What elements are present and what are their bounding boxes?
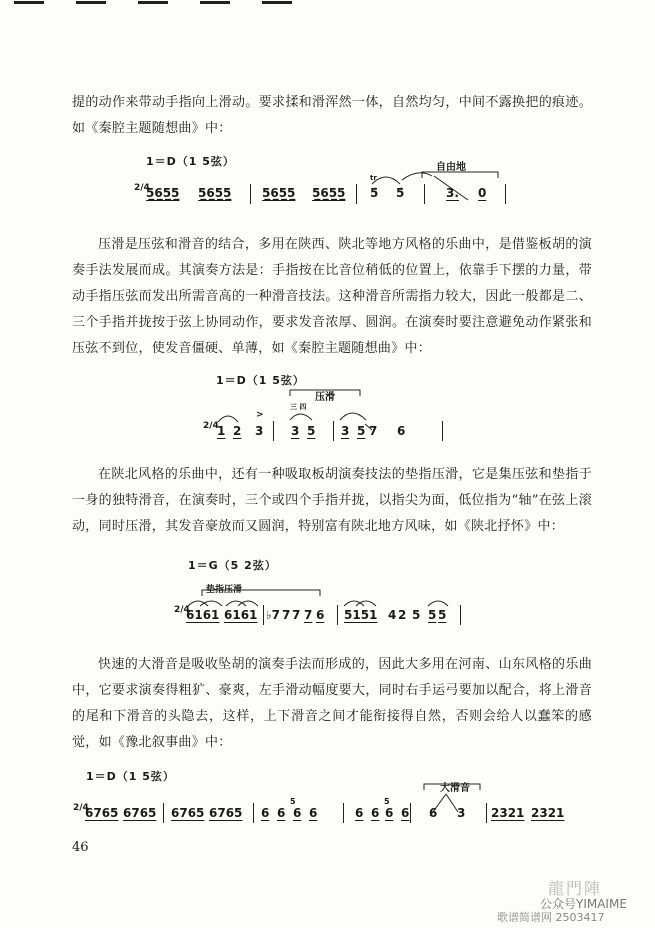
note: 6 (397, 424, 406, 438)
example-4-key: 1＝D（1 5弦） (86, 770, 175, 783)
slur (428, 601, 448, 606)
slide-line (446, 794, 458, 812)
slide-line (365, 424, 372, 430)
example-3-pad-slide-mark: 垫指压滑 (206, 585, 243, 595)
note: 3 (341, 424, 350, 438)
note: 3 (255, 424, 264, 438)
note-group: 5̲6̲5̲5̲ (262, 186, 296, 200)
note: 1 (217, 424, 226, 438)
watermark-line-1: 公众号YIMAIME (540, 897, 627, 911)
note-group: 6161 (224, 608, 258, 622)
example-2-press-slide-mark: 压滑 (315, 392, 335, 403)
note: 3 (291, 424, 300, 438)
slur (372, 177, 400, 184)
note: 5̇ (370, 186, 379, 200)
grace-note: 5 (290, 797, 296, 806)
note-group: 2321 (491, 806, 525, 820)
note-group: 6765 (123, 806, 157, 820)
time-signature: 2/4 (134, 183, 150, 193)
big-slide-bracket (424, 784, 480, 790)
note: 5 (438, 608, 447, 622)
note-group: 2321 (531, 806, 565, 820)
note-group: 6161 (186, 608, 220, 622)
note: 7 (282, 608, 291, 622)
note: 6 (293, 806, 302, 820)
note: 6 (371, 806, 380, 820)
example-2-key: 1＝D（1 5弦） (216, 374, 305, 387)
note: 6 (316, 608, 325, 622)
example-2-finger-mark: 三 四 (290, 403, 307, 411)
watermark-logo: 龍門陣 (548, 879, 603, 898)
free-time-bracket (422, 172, 498, 178)
watermark-line-2: 歌谱简谱网 2503417 (497, 911, 605, 924)
note: 5 (412, 608, 421, 622)
note: 6 (429, 806, 438, 820)
note: 6 (277, 806, 286, 820)
example-3-key: 1＝G（5 2弦） (188, 559, 277, 572)
slur (290, 414, 312, 420)
note: 6 (401, 806, 410, 820)
example-1-free-mark: 自由地 (436, 162, 466, 173)
note: 5 (357, 424, 366, 438)
note: 2 (398, 608, 407, 622)
note: 7 (369, 424, 378, 438)
note: 6 (261, 806, 270, 820)
note: 6 (355, 806, 364, 820)
note-group: 6765 (85, 806, 119, 820)
slide-line (430, 794, 446, 816)
press-slide-bracket (290, 390, 360, 396)
page-number: 46 (72, 840, 89, 855)
note: 3. (446, 186, 459, 200)
paragraph-1: 提的动作来带动手指向上滑动。要求揉和滑浑然一体，自然均匀，中间不露换把的痕迹。如《秦腔主题随想曲》中： (72, 95, 592, 136)
note: 6 (385, 806, 394, 820)
note-group: 5̲6̲5̲5̲ (312, 186, 346, 200)
example-4-big-slide-mark: 大滑音 (440, 783, 470, 794)
example-2-accent-mark: > (256, 410, 264, 420)
pad-slide-bracket (202, 590, 320, 596)
note: 5̇ (396, 186, 405, 200)
slur (218, 416, 238, 422)
paragraph-4: 快速的大滑音是吸收坠胡的演奏手法而形成的，因此大多用在河南、山东风格的乐曲中，它要求演奏得粗犷、豪爽，左手滑动幅度要大，同时右手运弓要加以配合，将上滑音的尾和下滑音的头隐去，这样，上下滑音之间才能衔接得自然，否则会给人以蠢笨的感觉，如《豫北叙事曲》中： (72, 657, 592, 750)
time-signature: 2/4 (203, 421, 219, 431)
note-group: 6765 (171, 806, 205, 820)
note-group: 6765 (209, 806, 243, 820)
note: 7 (304, 608, 313, 622)
slur (200, 601, 222, 606)
note-group: 5̲6̲5̲5̲ (198, 186, 232, 200)
note: 4 (388, 608, 397, 622)
note: 2 (233, 424, 242, 438)
time-signature: 2/4 (174, 605, 190, 615)
note: 5 (428, 608, 437, 622)
note: ♭7 (266, 608, 281, 622)
paragraph-3: 在陕北风格的乐曲中，还有一种吸取板胡演奏技法的垫指压滑，它是集压弦和垫指于一身的独特滑音，在演奏时，三个或四个手指并拢，以指尖为面，低位指为“轴”在弦上滚动，同时压滑，其发音豪放而又圆润，特别富有陕北地方风味，如《陕北抒怀》中： (72, 467, 592, 534)
paragraph-2: 压滑是压弦和滑音的结合，多用在陕西、陕北等地方风格的乐曲中，是借鉴板胡的演奏手法发展而成。其演奏方法是：手指按在比音位稍低的位置上，依靠手下摆的力量，带动手指压弦而发出所需音高的一种滑音技法。这种滑音所需指力较大，因此一般都是二、三个手指并拢按于弦上协同动作，要求发音浓厚、圆润。在演奏时要注意避免动作紧张和压弦不到位，使发音僵硬、单薄，如《秦腔主题随想曲》中： (72, 237, 592, 356)
note-group: 5151 (344, 608, 378, 622)
example-1-trill-mark: tr (370, 174, 377, 182)
note: 0 (478, 186, 487, 200)
slide-line (434, 176, 468, 200)
time-signature: 2/4 (73, 803, 89, 813)
slur (340, 413, 366, 420)
note: 6 (309, 806, 318, 820)
example-1-key: 1＝D（1 5弦） (146, 155, 235, 168)
note: 3 (457, 806, 466, 820)
note: 5 (307, 424, 316, 438)
note: 7 (292, 608, 301, 622)
note-group: 5̲6̲5̲5̲ (146, 186, 180, 200)
slur (188, 601, 208, 606)
grace-note: 5 (384, 797, 390, 806)
slur (402, 173, 432, 180)
